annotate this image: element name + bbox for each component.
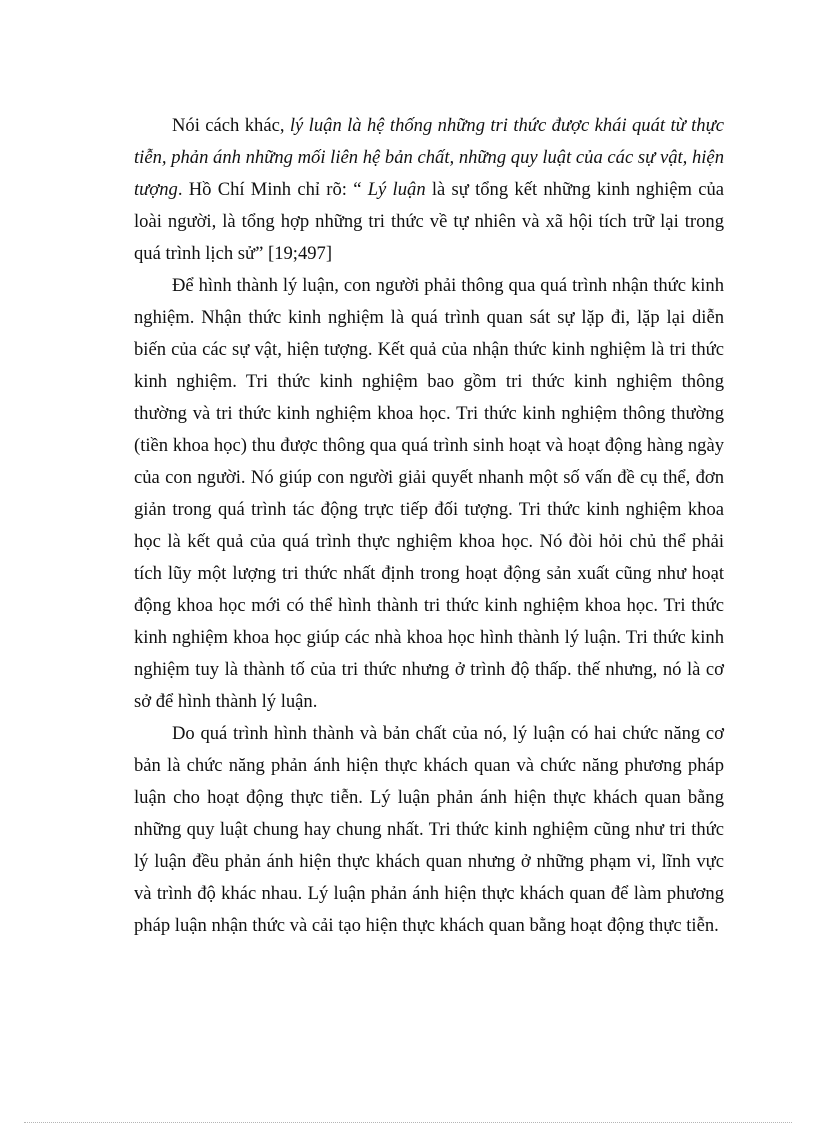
- document-body: [134, 110, 724, 942]
- paragraph-1-segment-2-italic: lý luận là hệ thống những tri thức được khái quát từ thực tiễn, phản ánh những mối liên hệ bản chất, những quy luật của các sự vật, hiện tượng: [134, 115, 724, 200]
- paragraph-1-segment-3: . Hồ Chí Minh chỉ rõ: “: [177, 179, 368, 200]
- paragraph-1-segment-5: là sự tổng kết những kinh nghiệm của loài người, là tổng hợp những tri thức về tự nhiên và xã hội tích trữ lại trong quá trình lịch sử” [19;497]: [134, 179, 724, 264]
- paragraph-2-text: Để hình thành lý luận, con người phải thông qua quá trình nhận thức kinh nghiệm. Nhận thức kinh nghiệm là quá trình quan sát sự lặp đi, lặp lại diễn biến của các sự vật, hiện tượng. Kết quả của nhận thức kinh nghiệm là tri thức kinh nghiệm. Tri thức kinh nghiệm bao gồm tri thức kinh nghiệm thông thường và tri thức kinh nghiệm khoa học. Tri thức kinh nghiệm thông thường (tiền khoa học) thu được thông qua quá trình sinh hoạt và hoạt động hàng ngày của con người. Nó giúp con người giải quyết nhanh một số vấn đề cụ thể, đơn giản trong quá trình tác động trực tiếp đối tượng. Tri thức kinh nghiệm khoa học là kết quả của quá trình thực nghiệm khoa học. Nó đòi hỏi chủ thể phải tích lũy một lượng tri thức nhất định trong hoạt động sản xuất cũng như hoạt động khoa học mới có thể hình thành tri thức kinh nghiệm khoa học. Tri thức kinh nghiệm khoa học giúp các nhà khoa học hình thành lý luận. Tri thức kinh nghiệm tuy là thành tố của tri thức nhưng ở trình độ thấp. thế nhưng, nó là cơ sở để hình thành lý luận.: [134, 275, 724, 712]
- paragraph-1-segment-4-italic: Lý luận: [367, 179, 426, 200]
- paragraph-3: [134, 718, 724, 942]
- paragraph-3-text: Do quá trình hình thành và bản chất của nó, lý luận có hai chức năng cơ bản là chức năng phản ánh hiện thực khách quan và chức năng phương pháp luận cho hoạt động thực tiễn. Lý luận phản ánh hiện thực khách quan bằng những quy luật chung hay chung nhất. Tri thức kinh nghiệm cũng như tri thức lý luận đều phản ánh hiện thực khách quan nhưng ở những phạm vi, lĩnh vực và trình độ khác nhau. Lý luận phản ánh hiện thực khách quan để làm phương pháp luận nhận thức và cải tạo hiện thực khách quan bằng hoạt động thực tiễn.: [134, 723, 724, 936]
- paragraph-1: [134, 110, 724, 270]
- paragraph-2: [134, 270, 724, 718]
- paragraph-1-segment-1: Nói cách khác,: [172, 115, 290, 136]
